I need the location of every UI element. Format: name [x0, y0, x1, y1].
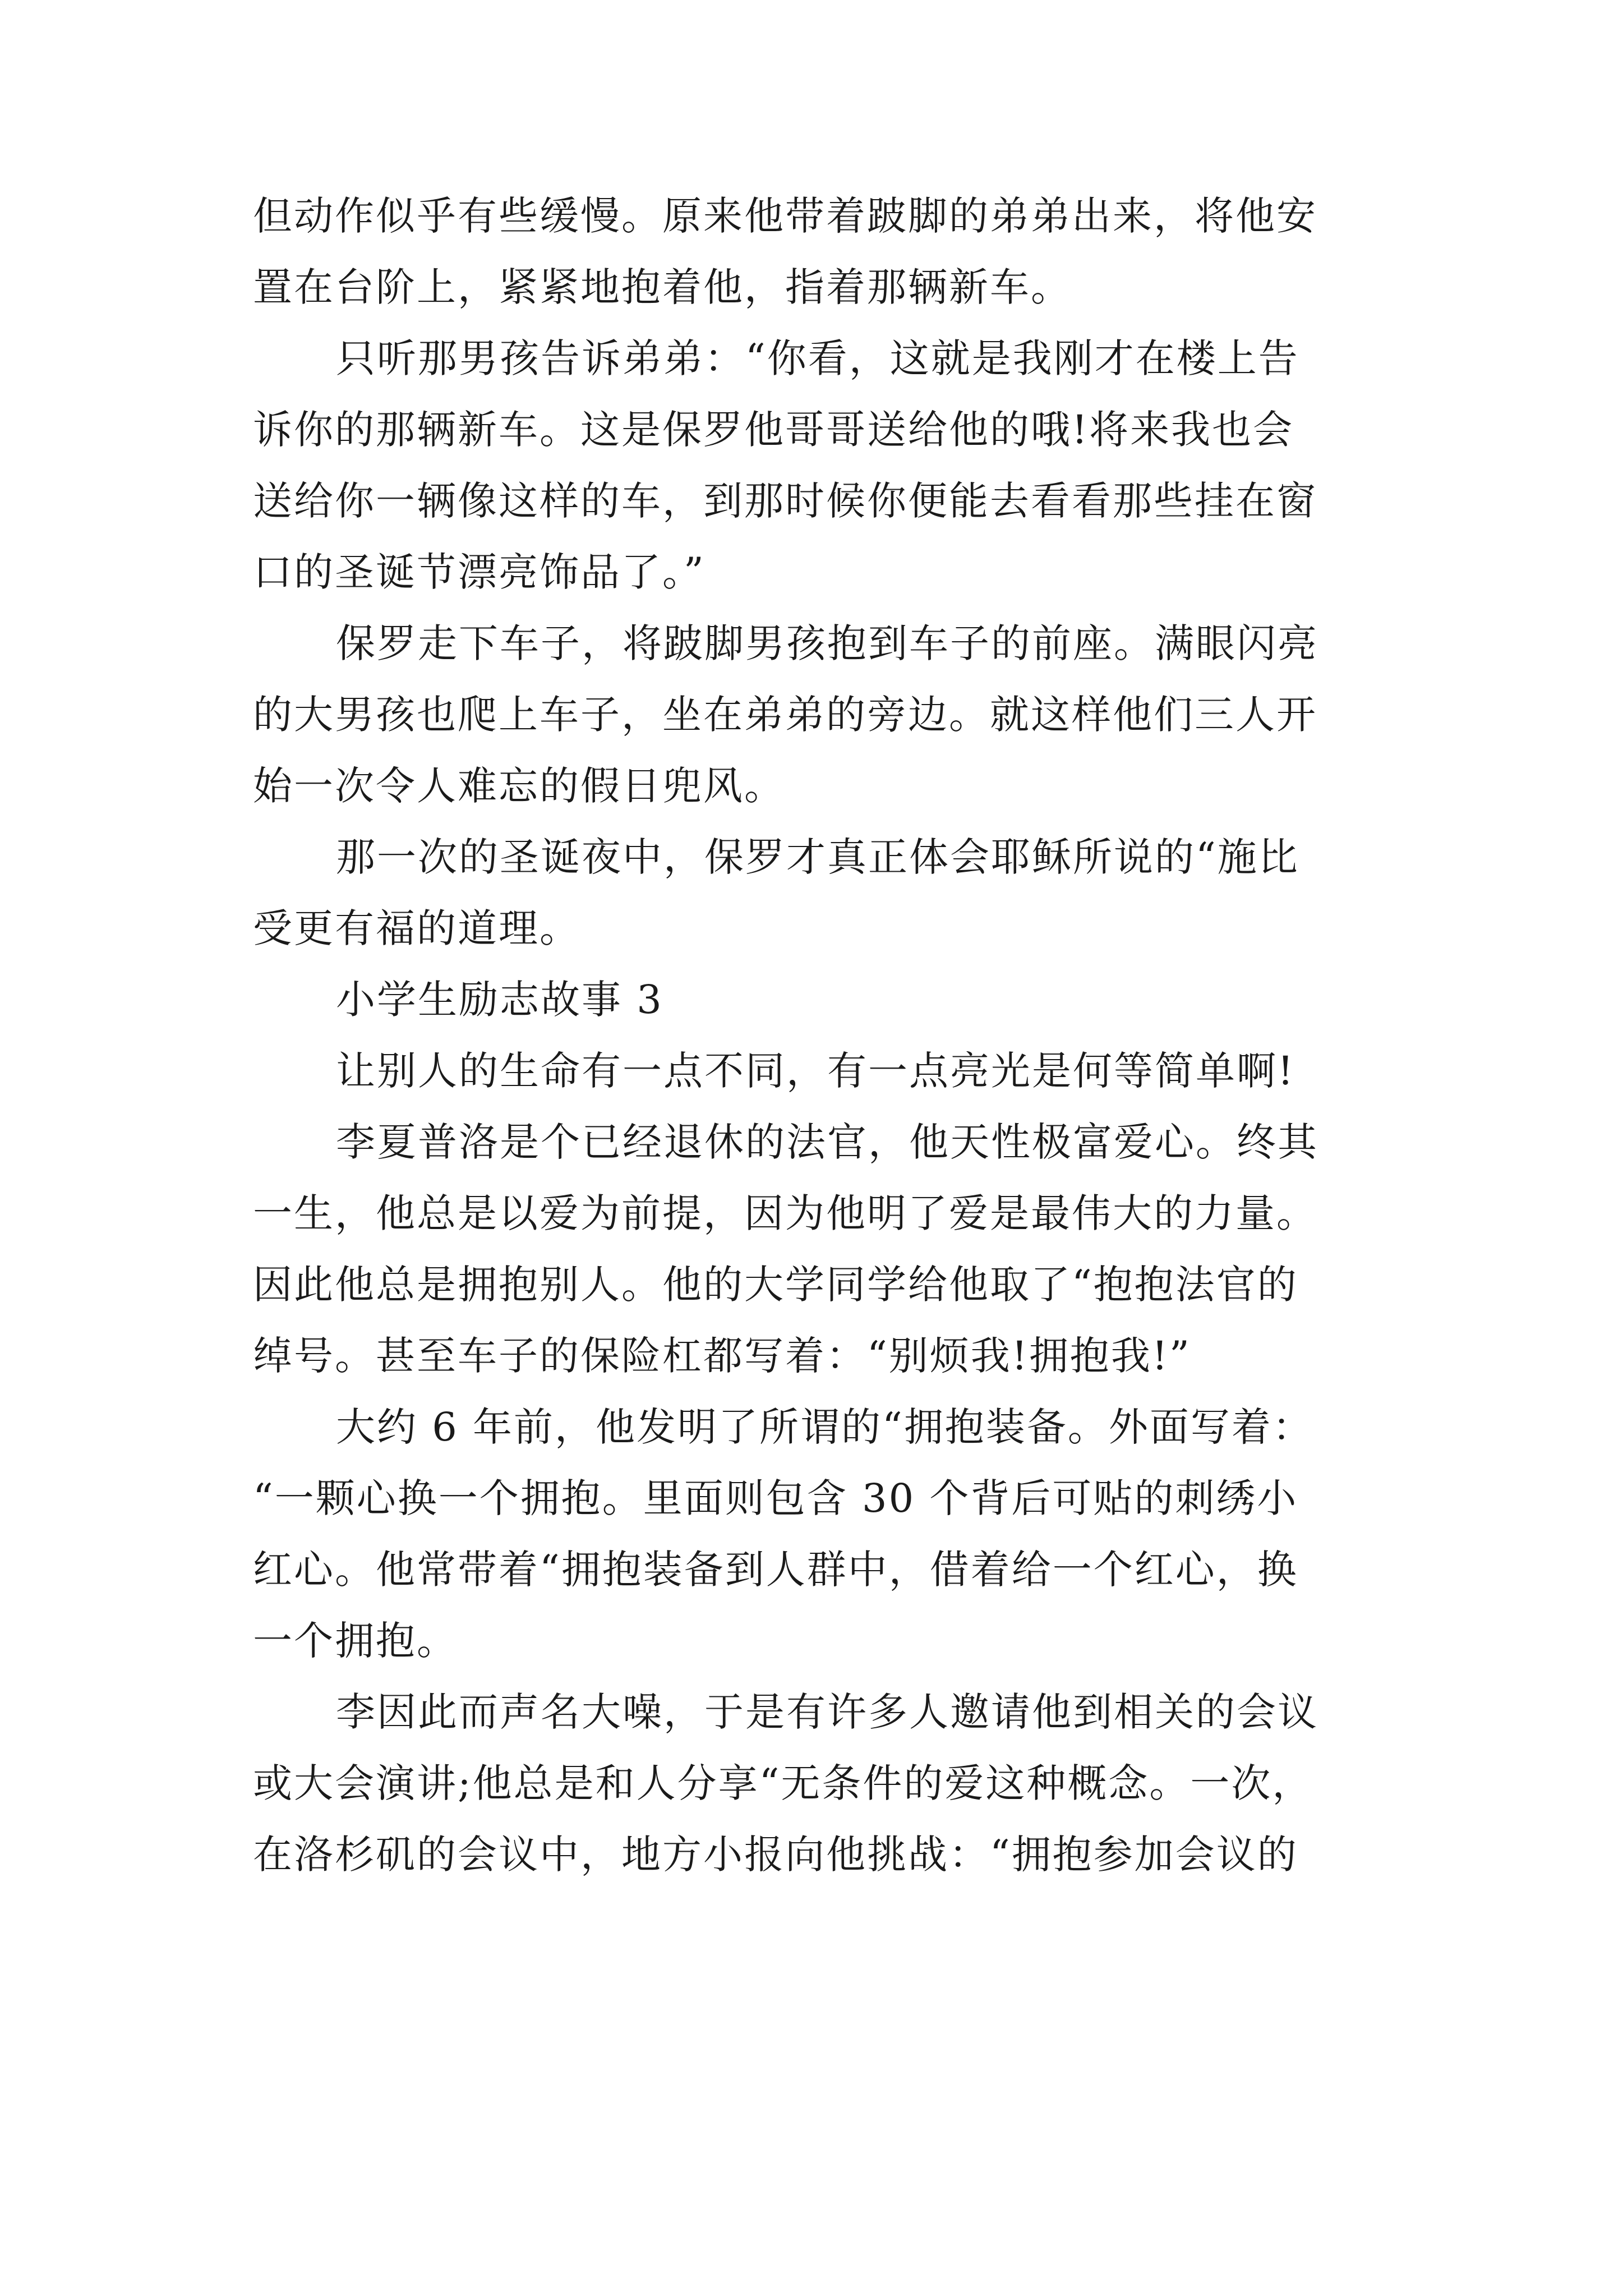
text-line: 的大男孩也爬上车子，坐在弟弟的旁边。就这样他们三人开	[253, 692, 1317, 738]
text-line: “一颗心换一个拥抱。里面则包含 30 个背后可贴的刺绣小	[253, 1475, 1298, 1521]
text-line: 只听那男孩告诉弟弟：“你看，这就是我刚才在楼上告	[336, 335, 1299, 381]
text-line: 一生，他总是以爱为前提，因为他明了爱是最伟大的力量。	[253, 1190, 1317, 1236]
text-line: 受更有福的道理。	[253, 905, 580, 951]
text-line: 因此他总是拥抱别人。他的大学同学给他取了“抱抱法官的	[253, 1262, 1298, 1308]
text-line: 绰号。甚至车子的保险杠都写着：“别烦我!拥抱我!”	[253, 1333, 1191, 1379]
text-line: 口的圣诞节漂亮饰品了。”	[253, 549, 706, 595]
text-line: 李因此而声名大噪，于是有许多人邀请他到相关的会议	[336, 1689, 1318, 1735]
text-line: 但动作似乎有些缓慢。原来他带着跛脚的弟弟出来，将他安	[253, 193, 1317, 239]
text-line: 大约 6 年前，他发明了所谓的“拥抱装备。外面写着：	[336, 1404, 1313, 1450]
text-line: 李夏普洛是个已经退休的法官，他天性极富爱心。终其	[336, 1119, 1318, 1165]
text-line: 诉你的那辆新车。这是保罗他哥哥送给他的哦!将来我也会	[253, 407, 1294, 453]
text-line: 让别人的生命有一点不同，有一点亮光是何等简单啊!	[336, 1048, 1295, 1094]
text-line: 那一次的圣诞夜中，保罗才真正体会耶稣所说的“施比	[336, 834, 1299, 880]
text-line: 保罗走下车子，将跛脚男孩抱到车子的前座。满眼闪亮	[336, 620, 1318, 666]
text-line: 红心。他常带着“拥抱装备到人群中，借着给一个红心，换	[253, 1547, 1298, 1593]
text-line: 始一次令人难忘的假日兜风。	[253, 763, 785, 809]
text-line: 一个拥抱。	[253, 1618, 458, 1664]
text-line: 或大会演讲;他总是和人分享“无条件的爱这种概念。一次，	[253, 1760, 1313, 1806]
document-body	[253, 181, 1386, 1890]
text-line: 送给你一辆像这样的车，到那时候你便能去看看那些挂在窗	[253, 478, 1317, 524]
text-line: 在洛杉矶的会议中，地方小报向他挑战：“拥抱参加会议的	[253, 1832, 1298, 1878]
text-line: 置在台阶上，紧紧地抱着他，指着那辆新车。	[253, 264, 1072, 310]
section-heading: 小学生励志故事 3	[336, 977, 663, 1023]
